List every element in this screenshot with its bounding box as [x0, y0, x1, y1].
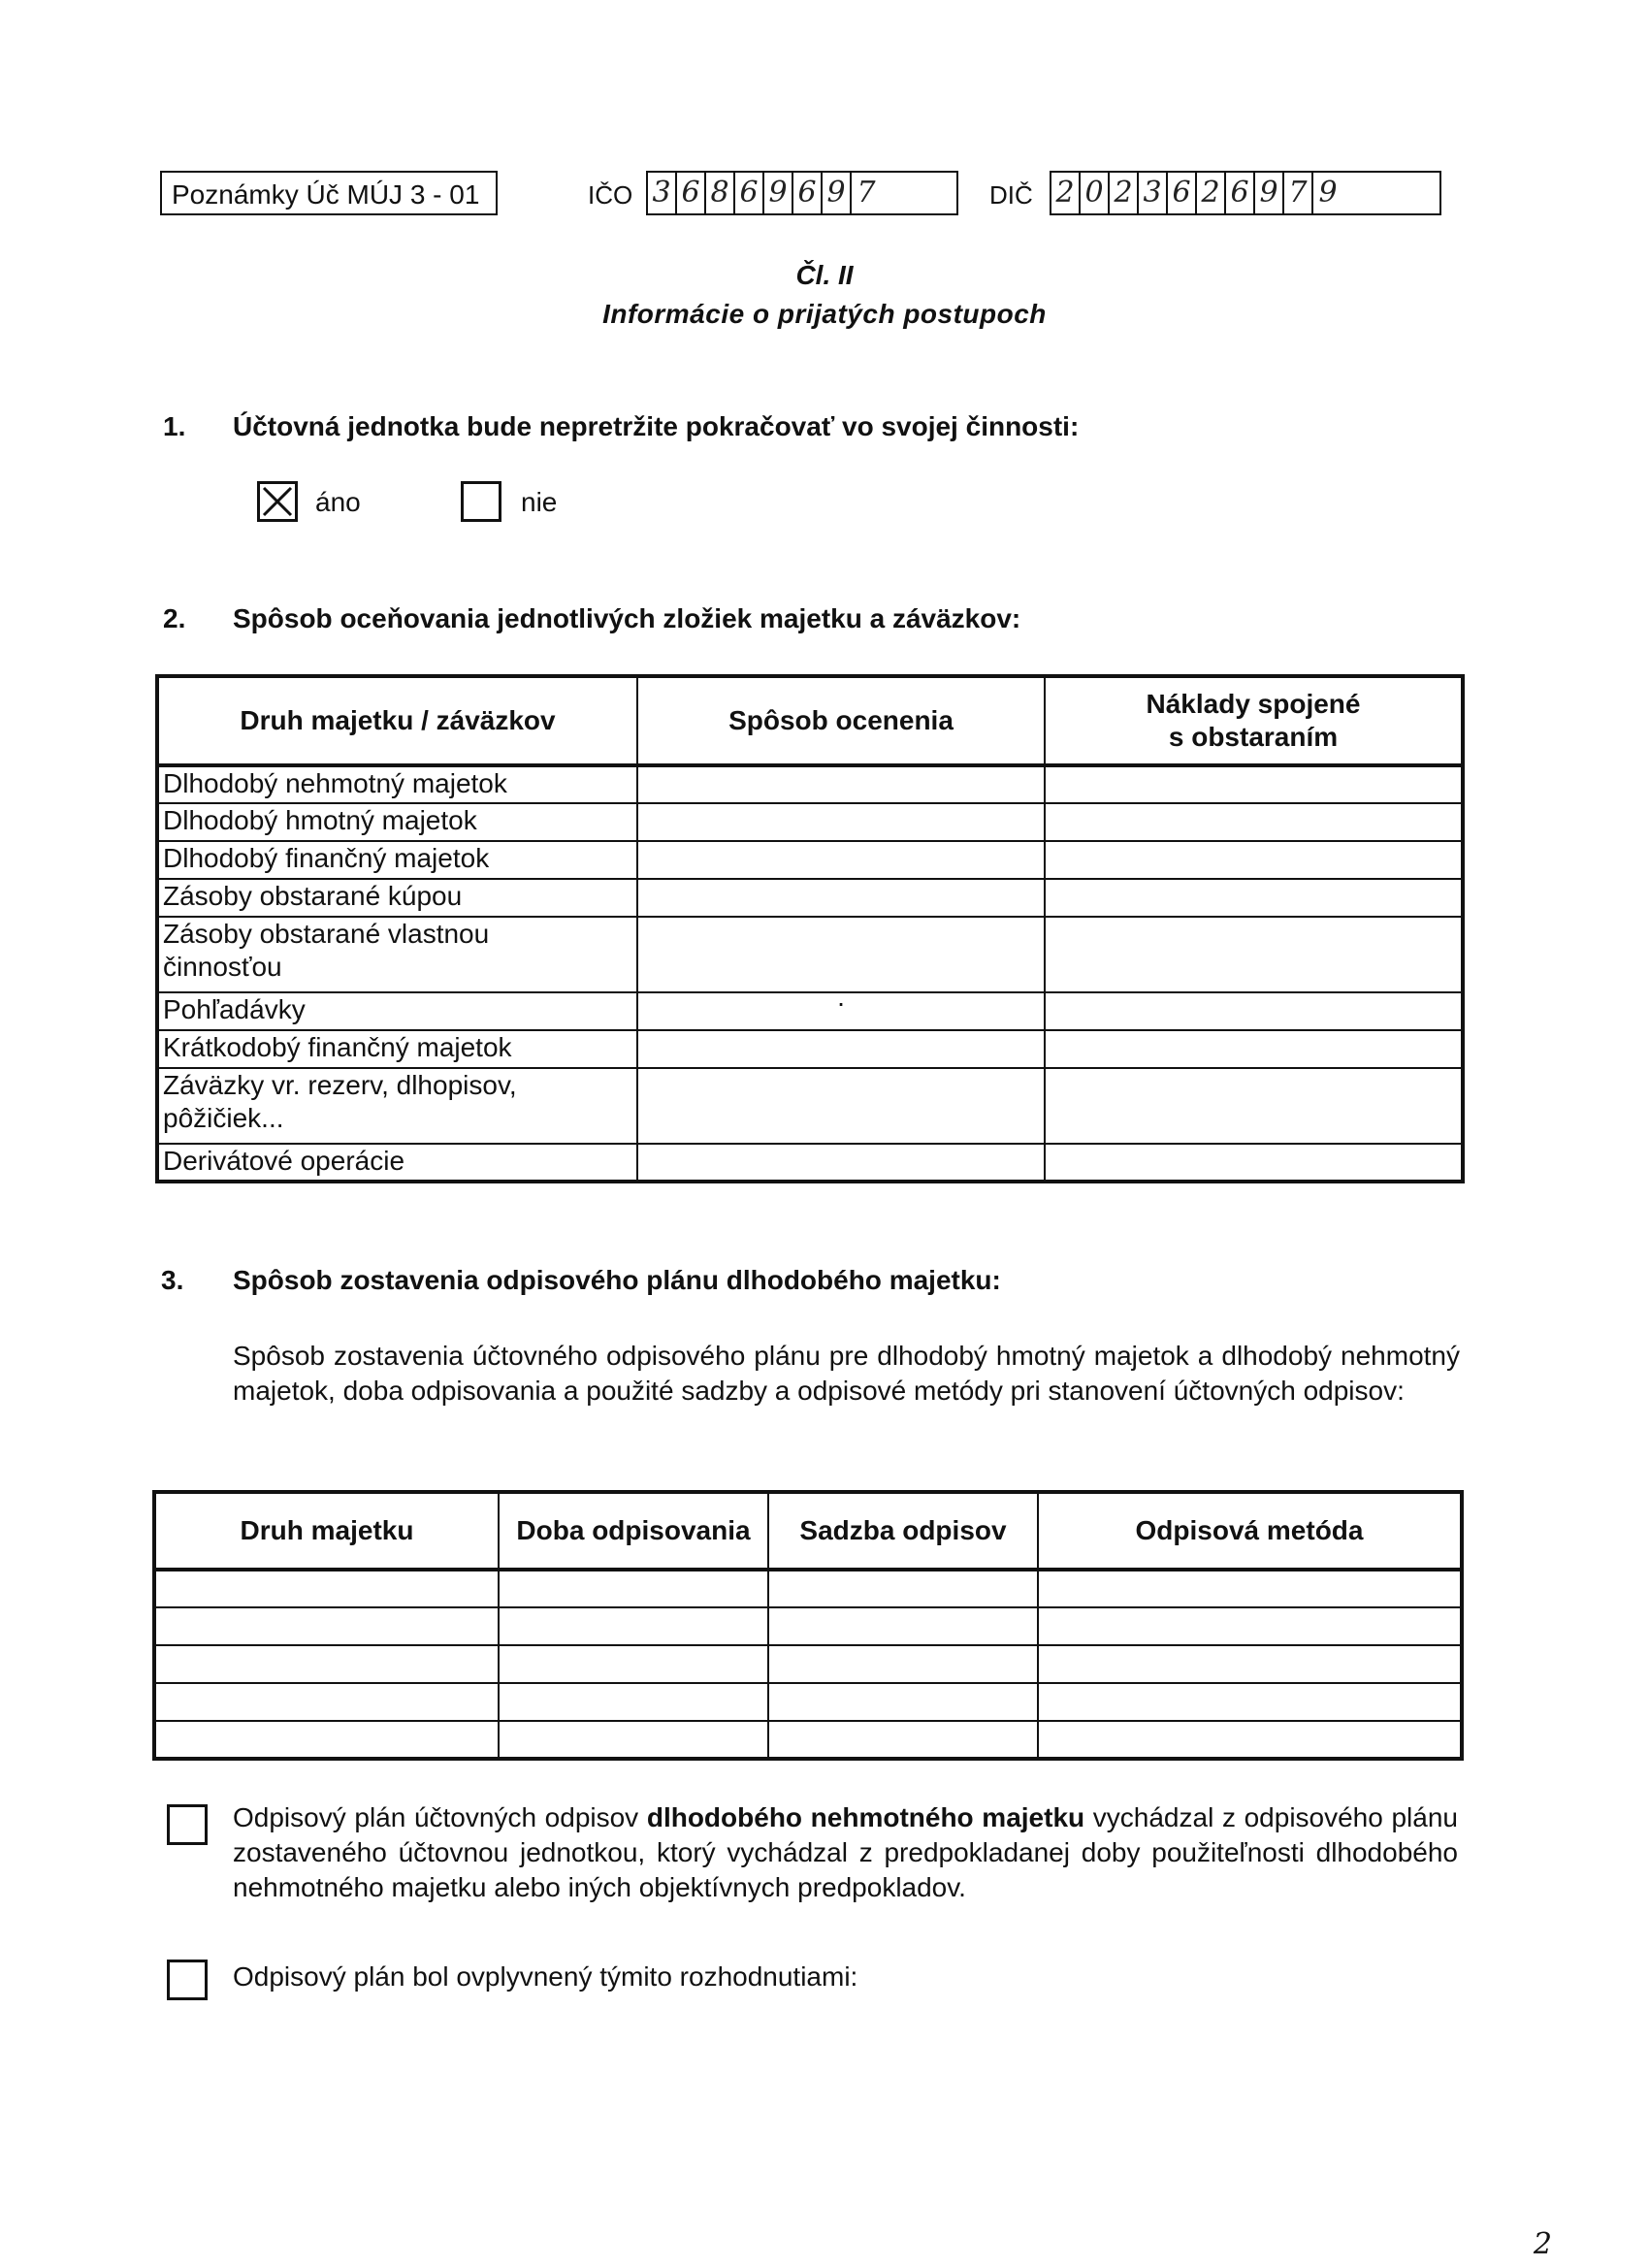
intangible-plan-text-start: Odpisový plán účtovných odpisov	[233, 1802, 647, 1832]
intangible-plan-text-bold: dlhodobého nehmotného majetku	[646, 1802, 1085, 1832]
costs-cell[interactable]	[1045, 992, 1463, 1030]
row-label: Zásoby obstarané kúpou	[157, 879, 637, 917]
section1-heading: Účtovná jednotka bude nepretržite pokračovať vo svojej činnosti:	[233, 411, 1080, 441]
section3-number: 3.	[161, 1265, 184, 1295]
table-cell[interactable]	[1038, 1683, 1462, 1721]
valuation-cell[interactable]	[637, 1068, 1045, 1144]
article-number: Čl. II	[795, 260, 854, 290]
digit-cell[interactable]: 3	[648, 173, 677, 213]
intangible-plan-text	[233, 1800, 1458, 1905]
page-number: 2	[1533, 2227, 1552, 2261]
table-row	[157, 841, 1463, 879]
valuation-cell[interactable]	[637, 988, 1045, 1030]
col-asset-type: Druh majetku	[154, 1492, 499, 1570]
table-row	[157, 917, 1463, 992]
dic-label: DIČ	[989, 180, 1033, 210]
table-cell[interactable]	[1038, 1645, 1462, 1683]
digit-cell[interactable]: 6	[735, 173, 764, 213]
depreciation-table	[152, 1490, 1464, 1761]
table-cell[interactable]	[154, 1645, 499, 1683]
digit-cell[interactable]: 0	[1081, 173, 1110, 213]
table-row	[157, 765, 1463, 803]
table-row	[154, 1721, 1462, 1759]
option-yes-label: áno	[315, 487, 361, 517]
digit-cell[interactable]: 9	[1255, 173, 1284, 213]
table-cell[interactable]	[154, 1570, 499, 1607]
table-row	[157, 992, 1463, 1030]
costs-cell[interactable]	[1045, 765, 1463, 803]
ico-field[interactable]	[646, 171, 958, 215]
table-row	[157, 879, 1463, 917]
row-label: Derivátové operácie	[157, 1144, 637, 1182]
checkmark-x-icon	[260, 484, 295, 519]
table-row	[157, 803, 1463, 841]
table-row	[154, 1683, 1462, 1721]
row-label: Dlhodobý finančný majetok	[157, 841, 637, 879]
table-cell[interactable]	[154, 1683, 499, 1721]
costs-cell[interactable]	[1045, 1068, 1463, 1144]
row-label: Krátkodobý finančný majetok	[157, 1030, 637, 1068]
digit-cell[interactable]: 3	[1139, 173, 1168, 213]
table-cell[interactable]	[768, 1607, 1038, 1645]
row-label: Dlhodobý hmotný majetok	[157, 803, 637, 841]
col-acquisition-costs: Náklady spojené s obstaraním	[1045, 676, 1463, 765]
valuation-table-header	[157, 676, 1463, 765]
row-label: Záväzky vr. rezerv, dlhopisov, pôžičiek...	[157, 1068, 637, 1144]
costs-cell[interactable]	[1045, 1030, 1463, 1068]
digit-cell[interactable]: 9	[1318, 176, 1338, 210]
valuation-cell[interactable]	[637, 841, 1045, 879]
stray-mark: ·	[836, 988, 846, 1018]
table-cell[interactable]	[768, 1683, 1038, 1721]
valuation-cell[interactable]	[637, 879, 1045, 917]
ico-label: IČO	[588, 180, 633, 210]
valuation-cell[interactable]	[637, 765, 1045, 803]
table-cell[interactable]	[154, 1607, 499, 1645]
table-cell[interactable]	[768, 1570, 1038, 1607]
table-row	[154, 1570, 1462, 1607]
intangible-plan-checkbox[interactable]	[167, 1804, 208, 1845]
depreciation-table-header	[154, 1492, 1462, 1570]
section1-number: 1.	[163, 411, 186, 441]
option-yes-checkbox[interactable]	[257, 481, 298, 522]
table-cell[interactable]	[499, 1683, 768, 1721]
table-row	[157, 1068, 1463, 1144]
intangible-plan-text-end: vychádzal z odpisového plánu zostaveného účtovnou jednotkou, ktorý vychádzal z predpokladanej doby použiteľnosti dlhodobého nehmotného majetku alebo iných objektívnych predpokladov.	[233, 1802, 1458, 1902]
digit-cell[interactable]: 7	[1284, 173, 1313, 213]
row-label: Pohľadávky	[157, 992, 637, 1030]
row-label: Dlhodobý nehmotný majetok	[157, 765, 637, 803]
option-no-checkbox[interactable]	[461, 481, 501, 522]
col-asset-type: Druh majetku / záväzkov	[157, 676, 637, 765]
digit-cell[interactable]: 2	[1051, 173, 1081, 213]
option-no-label: nie	[521, 487, 558, 517]
col-depreciation-rate: Sadzba odpisov	[768, 1492, 1038, 1570]
table-cell[interactable]	[499, 1645, 768, 1683]
costs-cell[interactable]	[1045, 803, 1463, 841]
table-row	[157, 1030, 1463, 1068]
section2-heading: Spôsob oceňovania jednotlivých zložiek majetku a záväzkov:	[233, 603, 1021, 633]
article-title: Informácie o prijatých postupoch	[602, 299, 1047, 329]
section2-number: 2.	[163, 603, 186, 633]
table-cell[interactable]	[499, 1570, 768, 1607]
table-cell[interactable]	[1038, 1721, 1462, 1759]
table-row	[157, 1144, 1463, 1182]
section3-heading: Spôsob zostavenia odpisového plánu dlhodobého majetku:	[233, 1265, 1001, 1295]
digit-cell[interactable]: 9	[764, 173, 793, 213]
digit-cell[interactable]: 6	[677, 173, 706, 213]
col-depreciation-period: Doba odpisovania	[499, 1492, 768, 1570]
digit-cell[interactable]: 2	[1110, 173, 1139, 213]
digit-cell[interactable]: 6	[1168, 173, 1197, 213]
section3-paragraph: Spôsob zostavenia účtovného odpisového plánu pre dlhodobý hmotný majetok a dlhodobý nehmotný majetok, doba odpisovania a použité sadzby a odpisové metódy pri stanovení účtovných odpisov:	[233, 1341, 1460, 1406]
digit-cell[interactable]: 2	[1197, 173, 1226, 213]
digit-cell[interactable]: 6	[1226, 173, 1255, 213]
table-cell[interactable]	[1038, 1607, 1462, 1645]
costs-cell[interactable]	[1045, 841, 1463, 879]
costs-cell[interactable]	[1045, 917, 1463, 992]
valuation-cell[interactable]	[637, 917, 1045, 992]
table-cell[interactable]	[499, 1607, 768, 1645]
valuation-cell[interactable]	[637, 1030, 1045, 1068]
col-depreciation-method: Odpisová metóda	[1038, 1492, 1462, 1570]
digit-cell[interactable]: 9	[823, 173, 852, 213]
valuation-table	[155, 674, 1465, 1183]
form-code-box: Poznámky Úč MÚJ 3 - 01	[160, 171, 498, 215]
digit-cell[interactable]: 6	[793, 173, 823, 213]
table-cell[interactable]	[154, 1721, 499, 1759]
table-cell[interactable]	[768, 1721, 1038, 1759]
costs-cell[interactable]	[1045, 879, 1463, 917]
decisions-checkbox[interactable]	[167, 1960, 208, 2000]
table-row	[154, 1607, 1462, 1645]
row-label: Zásoby obstarané vlastnou činnosťou	[157, 917, 637, 992]
table-cell[interactable]	[1038, 1570, 1462, 1607]
table-cell[interactable]	[499, 1721, 768, 1759]
valuation-cell[interactable]	[637, 1144, 1045, 1182]
digit-cell[interactable]: 7	[857, 176, 876, 210]
table-cell[interactable]	[768, 1645, 1038, 1683]
digit-cell[interactable]: 8	[706, 173, 735, 213]
dic-field[interactable]	[1050, 171, 1441, 215]
col-valuation-method: Spôsob ocenenia	[637, 676, 1045, 765]
valuation-cell[interactable]	[637, 803, 1045, 841]
decisions-text: Odpisový plán bol ovplyvnený týmito rozhodnutiami:	[233, 1961, 858, 1992]
costs-cell[interactable]	[1045, 1144, 1463, 1182]
table-row	[154, 1645, 1462, 1683]
